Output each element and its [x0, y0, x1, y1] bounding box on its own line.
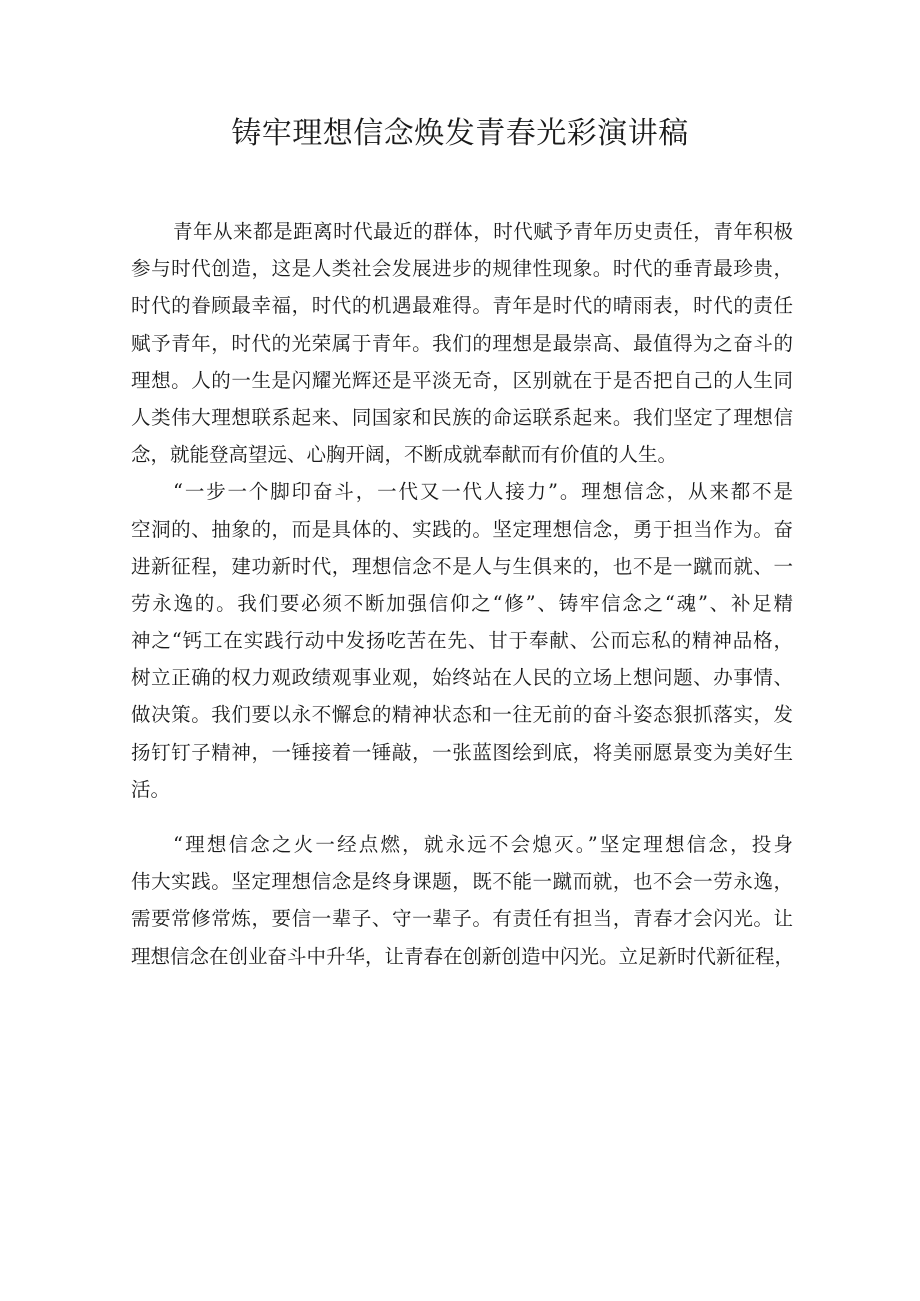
paragraph-line: 伟大实践。坚定理想信念是终身课题，既不能一蹴而就，也不会一劳永逸，	[131, 870, 793, 894]
paragraph-line: 理想信念在创业奋斗中升华，让青春在创新创造中闪光。立足新时代新征程，	[131, 944, 795, 968]
document-title: 铸牢理想信念焕发青春光彩演讲稿	[231, 116, 689, 151]
paragraph-line: 理想。人的一生是闪耀光辉还是平淡无奇，区别就在于是否把自己的人生同	[131, 368, 793, 392]
paragraph-line: 需要常修常炼，要信一辈子、守一辈子。有责任有担当，青春才会闪光。让	[131, 907, 793, 931]
paragraph-1	[131, 213, 793, 473]
paragraph-line: 树立正确的权力观政绩观事业观，始终站在人民的立场上想问题、办事情、	[131, 666, 793, 690]
paragraph-line: 人类伟大理想联系起来、同国家和民族的命运联系起来。我们坚定了理想信	[131, 405, 793, 429]
paragraph-line: 神之“钙工在实践行动中发扬吃苦在先、甘于奉献、公而忘私的精神品格，	[131, 629, 793, 653]
paragraph-line: 扬钉钉子精神，一锤接着一锤敲，一张蓝图绘到底，将美丽愿景变为美好生	[131, 740, 793, 764]
document-body	[131, 213, 793, 975]
paragraph-line: 进新征程，建功新时代，理想信念不是人与生俱来的，也不是一蹴而就、一	[131, 554, 793, 578]
paragraph-line: 时代的眷顾最幸福，时代的机遇最难得。青年是时代的晴雨表，时代的责任	[131, 294, 793, 318]
paragraph-line: 活。	[131, 777, 171, 801]
paragraph-line: 青年从来都是距离时代最近的群体，时代赋予青年历史责任，青年积极	[173, 220, 793, 243]
paragraph-2	[131, 473, 793, 808]
paragraph-line: “理想信念之火一经点燃，就永远不会熄灭。”坚定理想信念，投身	[173, 833, 793, 856]
paragraph-line: 赋予青年，时代的光荣属于青年。我们的理想是最崇高、最值得为之奋斗的	[131, 331, 793, 355]
paragraph-3	[131, 826, 793, 975]
paragraph-line: 念，就能登高望远、心胸开阔，不断成就奉献而有价值的人生。	[131, 443, 678, 467]
paragraph-line: 劳永逸的。我们要必须不断加强信仰之“修”、铸牢信念之“魂”、补足精	[131, 591, 793, 615]
paragraph-spacer	[131, 808, 793, 826]
paragraph-line: “一步一个脚印奋斗，一代又一代人接力”。理想信念，从来都不是	[173, 480, 793, 504]
paragraph-line: 参与时代创造，这是人类社会发展进步的规律性现象。时代的垂青最珍贵，	[131, 257, 793, 281]
paragraph-line: 空洞的、抽象的，而是具体的、实践的。坚定理想信念，勇于担当作为。奋	[131, 517, 793, 541]
paragraph-line: 做决策。我们要以永不懈怠的精神状态和一往无前的奋斗姿态狠抓落实，发	[131, 703, 793, 727]
